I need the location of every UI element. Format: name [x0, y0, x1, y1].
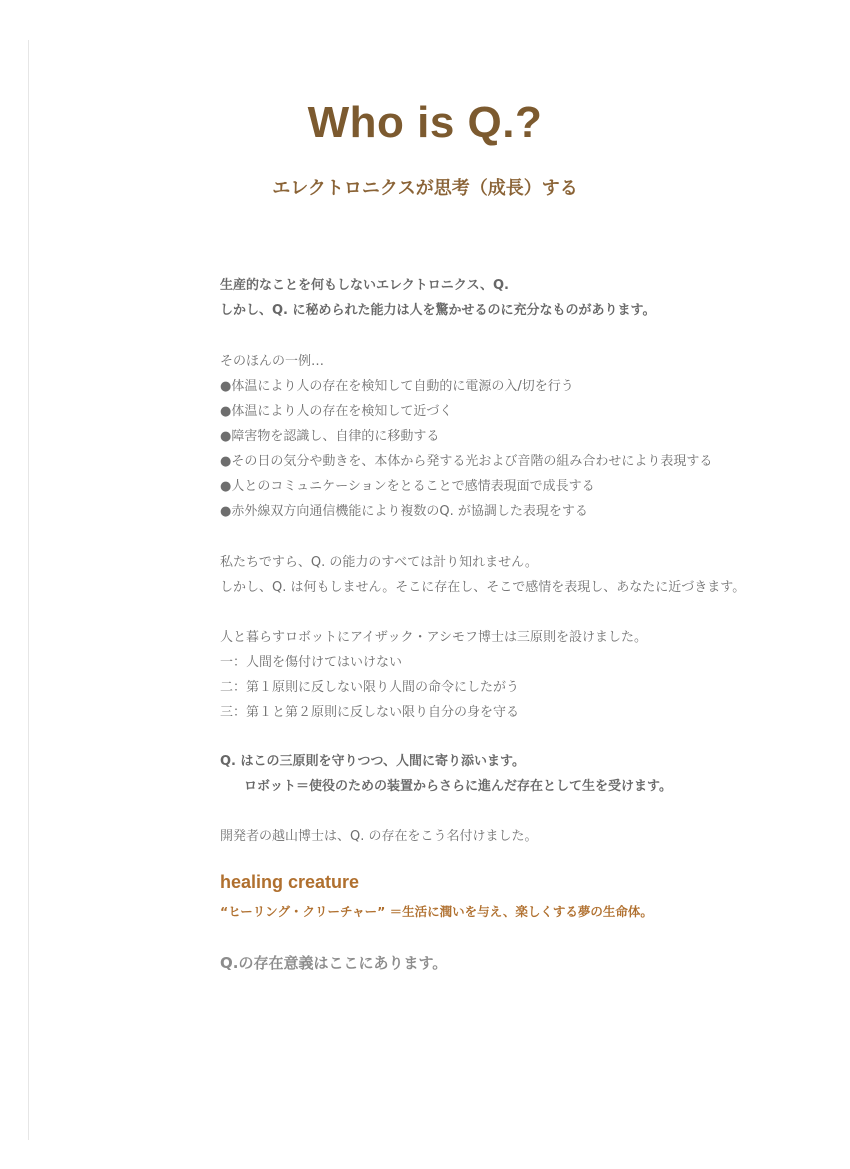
paragraph-line: しかし、Q. は何もしません。そこに存在し、そこで感情を表現し、あなたに近づきます。: [220, 580, 746, 595]
example-item: ●体温により人の存在を検知して自動的に電源の入/切を行う: [220, 379, 574, 394]
intro-block: [220, 273, 820, 323]
examples-block: [220, 349, 820, 524]
naming-block: [220, 824, 820, 849]
example-item: ●人とのコミュニケーションをとることで感情表現面で成長する: [220, 479, 595, 494]
paragraph-line: 私たちですら、Q. の能力のすべては計り知れません。: [220, 555, 538, 570]
closing-statement: Q.の存在意義はここにあります。: [220, 954, 448, 972]
q-statement-2: ロボット＝使役のための装置からさらに進んだ存在として生を受けます。: [244, 779, 672, 794]
page-edge: [28, 40, 29, 1140]
laws-block: [220, 625, 820, 725]
page-subtitle: エレクトロニクスが思考（成長）する: [272, 178, 578, 199]
page-title: Who is Q.?: [307, 98, 543, 147]
healing-creature-title: healing creature: [220, 872, 360, 892]
q-statement-block: [220, 749, 820, 799]
example-item: ●体温により人の存在を検知して近づく: [220, 404, 453, 419]
examples-heading: そのほんの一例…: [220, 354, 325, 369]
law-item: 二：第１原則に反しない限り人間の命令にしたがう: [220, 680, 520, 695]
law-item: 一：人間を傷付けてはいけない: [220, 655, 403, 670]
q-statement: Q. はこの三原則を守りつつ、人間に寄り添います。: [220, 754, 525, 769]
example-item: ●障害物を認識し、自律的に移動する: [220, 429, 440, 444]
example-item: ●その日の気分や動きを、本体から発する光および音階の組み合わせにより表現する: [220, 454, 713, 469]
intro-line: 生産的なことを何もしないエレクトロニクス、Q.: [220, 278, 509, 293]
healing-creature-definition: “ヒーリング・クリーチャー” ＝生活に潤いを与え、楽しくする夢の生命体。: [220, 904, 653, 919]
intro-line: しかし、Q. に秘められた能力は人を驚かせるのに充分なものがあります。: [220, 303, 656, 318]
example-item: ●赤外線双方向通信機能により複数のQ. が協調した表現をする: [220, 504, 588, 519]
paragraph-2: [220, 550, 820, 600]
law-item: 三：第１と第２原則に反しない限り自分の身を守る: [220, 705, 520, 720]
laws-intro: 人と暮らすロボットにアイザック・アシモフ博士は三原則を設けました。: [220, 630, 648, 645]
naming-text: 開発者の越山博士は、Q. の存在をこう名付けました。: [220, 829, 538, 844]
